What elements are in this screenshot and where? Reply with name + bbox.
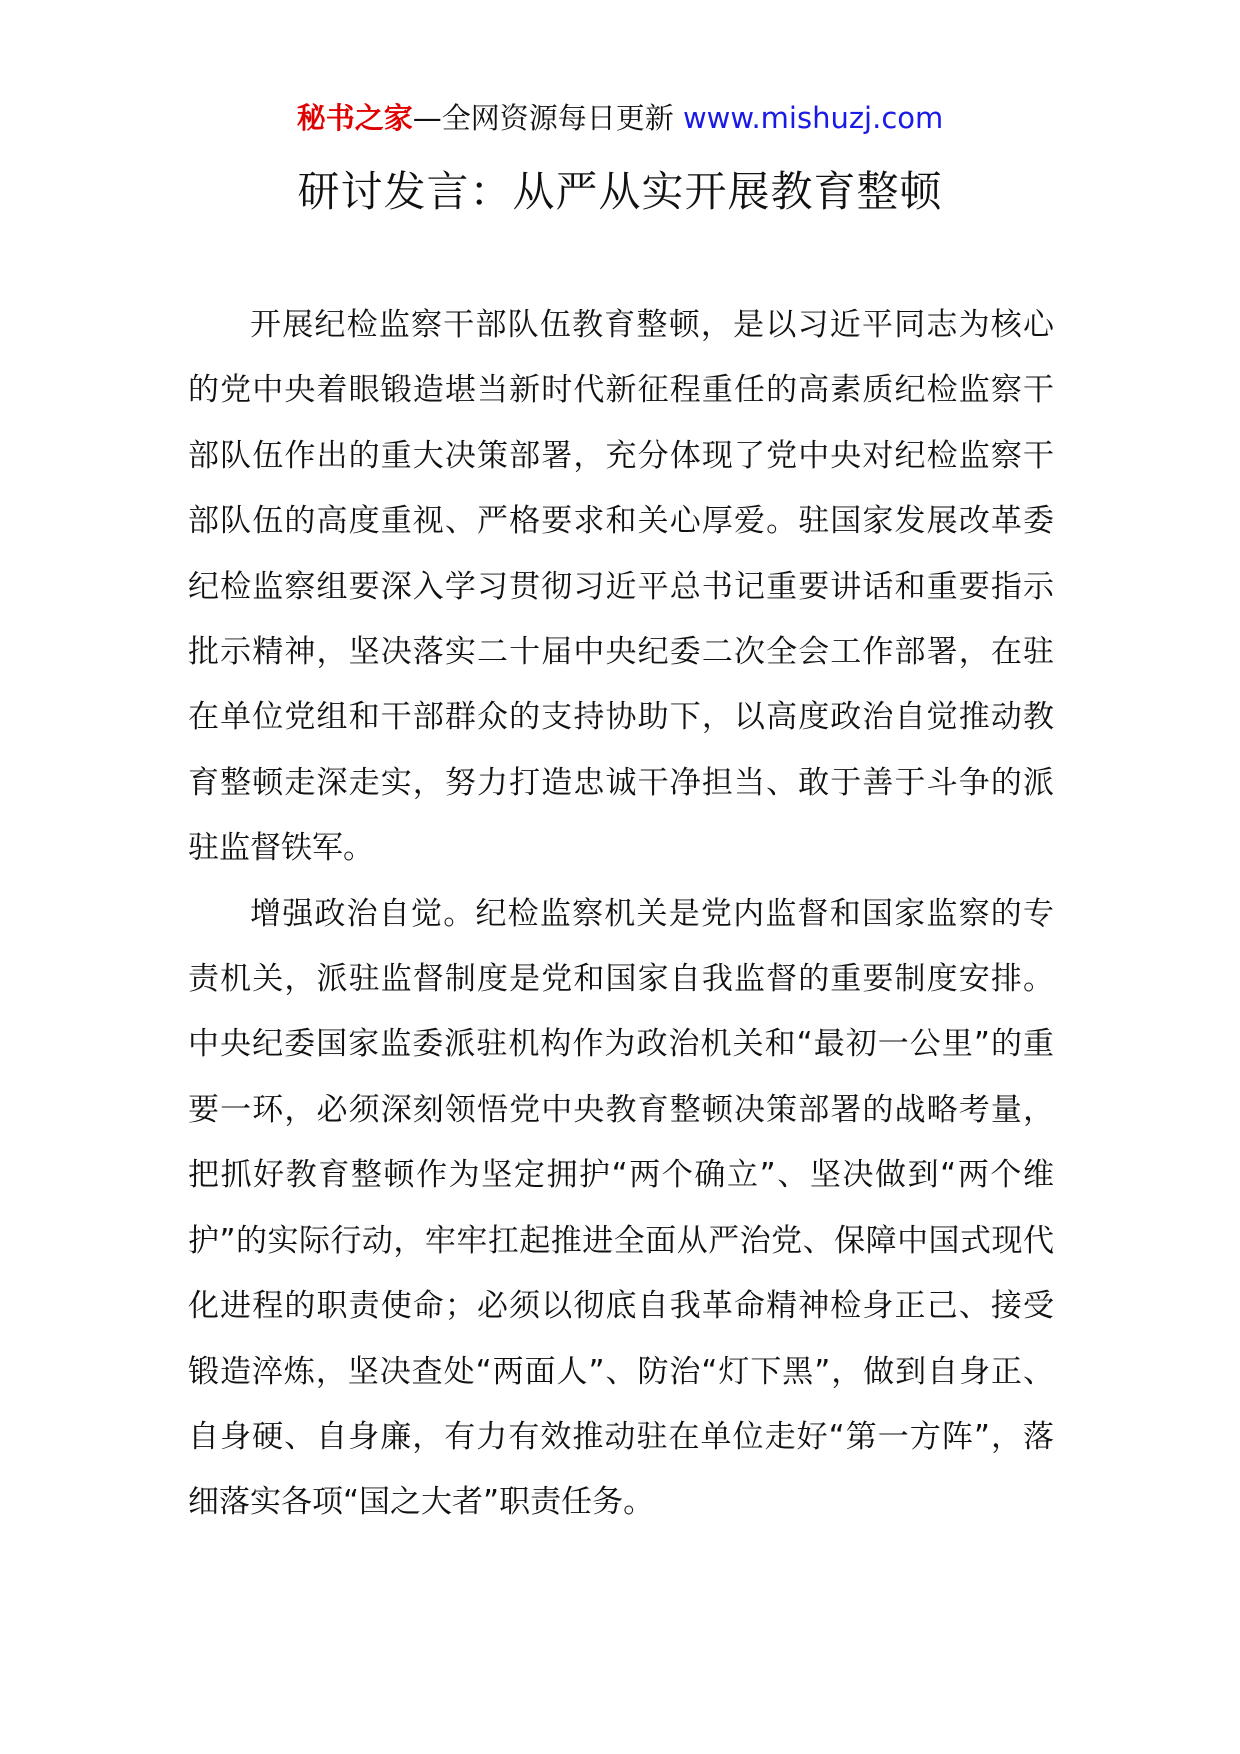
body-paragraph-2: 增强政治自觉。纪检监察机关是党内监督和国家监察的专责机关，派驻监督制度是党和国家自我监督的重要制度安排。中央纪委国家监委派驻机构作为政治机关和“最初一公里”的重要一环，必须深刻领悟党中央教育整顿决策部署的战略考量，把抓好教育整顿作为坚定拥护“两个确立”、坚决做到“两个维护”的实际行动，牢牢扛起推进全面从严治党、保障中国式现代化进程的职责使命；必须以彻底自我革命精神检身正己、接受锻造淬炼，坚决查处“两面人”、防治“灯下黑”，做到自身正、自身硬、自身廉，有力有效推动驻在单位走好“第一方阵”，落细落实各项“国之大者”职责任务。 [188,895,1054,1521]
site-url-link[interactable]: www.mishuzj.com [682,101,944,135]
brand-name: 秘书之家 [296,101,413,135]
site-banner [0,98,1240,138]
banner-tagline: —全网资源每日更新 [412,101,674,135]
document-title: 研讨发言：从严从实开展教育整顿 [297,167,943,216]
document-body [188,293,1054,1536]
body-paragraph-1: 开展纪检监察干部队伍教育整顿，是以习近平同志为核心的党中央着眼锻造堪当新时代新征程重任的高素质纪检监察干部队伍作出的重大决策部署，充分体现了党中央对纪检监察干部队伍的高度重视、严格要求和关心厚爱。驻国家发展改革委纪检监察组要深入学习贯彻习近平总书记重要讲话和重要指示批示精神，坚决落实二十届中央纪委二次全会工作部署，在驻在单位党组和干部群众的支持协助下，以高度政治自觉推动教育整顿走深走实，努力打造忠诚干净担当、敢于善于斗争的派驻监督铁军。 [188,307,1054,867]
